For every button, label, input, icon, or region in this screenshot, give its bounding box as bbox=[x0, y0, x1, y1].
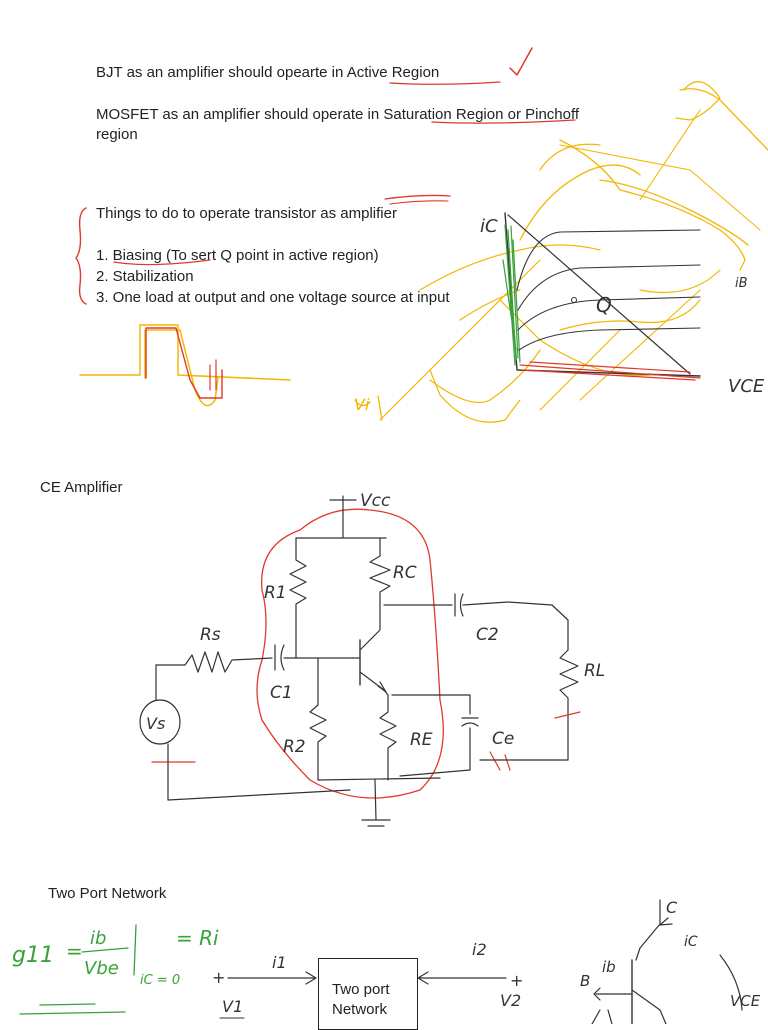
two-port-box-line2: Network bbox=[332, 1001, 388, 1018]
transistor-collector bbox=[360, 626, 380, 650]
q-point bbox=[572, 298, 577, 303]
yellow-diag-2 bbox=[540, 330, 620, 410]
transistor-emitter bbox=[360, 672, 388, 695]
g11-label: g11 bbox=[12, 943, 54, 968]
yellow-curve-1 bbox=[560, 140, 745, 270]
re-resistor bbox=[380, 695, 396, 780]
i1-label: i1 bbox=[272, 953, 287, 972]
v1-plus: + bbox=[212, 968, 226, 987]
two-port-box-line1: Two port bbox=[332, 981, 390, 998]
g11-eq2: = Ri bbox=[176, 926, 219, 950]
bjt-c-label: C bbox=[666, 898, 678, 917]
ce-red-mark bbox=[490, 752, 510, 770]
step-3: 3. One load at output and one voltage source at input bbox=[96, 289, 450, 306]
i2-arrow bbox=[418, 972, 506, 984]
r2-label: R2 bbox=[283, 737, 306, 757]
two-port-title: Two Port Network bbox=[48, 885, 167, 902]
vcc-label: Vcc bbox=[360, 491, 391, 511]
waveform-red-ticks bbox=[210, 360, 216, 390]
step-2: 2. Stabilization bbox=[96, 268, 194, 285]
bottom-rail bbox=[318, 778, 440, 780]
v2-plus: + bbox=[510, 971, 524, 990]
rl-resistor bbox=[560, 650, 578, 760]
c1-capacitor bbox=[275, 645, 284, 670]
r1-label: R1 bbox=[264, 583, 287, 603]
r2-resistor bbox=[310, 658, 326, 780]
c1-label: C1 bbox=[270, 683, 293, 703]
ic-axis-label: iC bbox=[480, 216, 498, 237]
ce-label: Ce bbox=[492, 729, 515, 749]
bjt-vce-label: VCE bbox=[730, 992, 761, 1010]
rc-label: RC bbox=[393, 563, 417, 583]
g11-num: ib bbox=[90, 928, 107, 949]
note-mosfet-line2: region bbox=[96, 126, 138, 143]
bjt-extra-strokes bbox=[592, 1010, 612, 1024]
bjt-collector-line bbox=[636, 900, 660, 960]
rs-label: Rs bbox=[200, 625, 221, 645]
ib-label: iB bbox=[735, 276, 748, 291]
i1-arrow bbox=[228, 972, 316, 984]
g11-eq: = bbox=[66, 939, 83, 963]
things-title: Things to do to operate transistor as amplifier bbox=[96, 205, 397, 222]
yellow-curve-10 bbox=[560, 300, 700, 330]
underline-biasing bbox=[114, 260, 210, 265]
green-underlines bbox=[20, 1004, 125, 1014]
underline-amplifier-a bbox=[385, 195, 450, 199]
yellow-diag-4 bbox=[640, 110, 700, 200]
ce-amplifier-title: CE Amplifier bbox=[40, 479, 123, 496]
r1-resistor bbox=[290, 538, 306, 658]
step-1: 1. Biasing (To sert Q point in active region) bbox=[96, 247, 379, 264]
yellow-curve-11 bbox=[640, 270, 720, 293]
underline-amplifier-b bbox=[390, 201, 448, 204]
g11-cond: iC = 0 bbox=[140, 973, 181, 988]
vce-axis-label: VCE bbox=[728, 376, 765, 397]
yellow-curve-8 bbox=[430, 370, 520, 422]
ground-symbol bbox=[362, 780, 390, 826]
vs-label: Vs bbox=[146, 714, 166, 733]
note-mosfet-line1: MOSFET as an amplifier should operate in Saturation Region or Pinchoff bbox=[96, 106, 580, 123]
g11-den: Vbe bbox=[84, 958, 119, 979]
bjt-emitter-line bbox=[632, 990, 666, 1024]
c2-capacitor bbox=[455, 594, 463, 616]
ce-capacitor bbox=[462, 718, 478, 726]
red-cutoff-region bbox=[520, 362, 700, 380]
q-label: Q bbox=[596, 293, 612, 317]
v2-label: V2 bbox=[500, 991, 522, 1010]
bjt-ic-arrow bbox=[660, 918, 672, 925]
i2-label: i2 bbox=[472, 940, 487, 959]
bjt-ic-label: iC bbox=[684, 934, 698, 950]
yellow-curve-3 bbox=[520, 165, 640, 240]
waveform-yellow bbox=[145, 330, 218, 406]
ib-curve-4 bbox=[519, 328, 700, 350]
brace-steps bbox=[76, 208, 86, 304]
yellow-curve-7 bbox=[430, 350, 540, 403]
check-mark bbox=[510, 48, 532, 75]
vi-label: Vi bbox=[354, 395, 370, 414]
rc-resistor bbox=[370, 538, 390, 626]
v1-label: V1 bbox=[222, 997, 244, 1016]
rs-resistor bbox=[156, 652, 272, 672]
bjt-b-label: B bbox=[580, 972, 591, 990]
emitter-wire bbox=[392, 695, 470, 714]
underline-saturation bbox=[432, 120, 575, 123]
rl-label: RL bbox=[584, 661, 606, 681]
yellow-curve-5 bbox=[540, 144, 600, 170]
vs-ground-wire bbox=[168, 744, 350, 800]
c2-label: C2 bbox=[476, 625, 499, 645]
re-label: RE bbox=[410, 730, 433, 750]
g11-eval-bar bbox=[134, 925, 136, 975]
underline-active-region bbox=[390, 82, 500, 84]
yellow-sketch-top bbox=[676, 82, 720, 120]
bjt-ib-label: ib bbox=[602, 958, 616, 976]
note-bjt-active: BJT as an amplifier should opearte in Active Region bbox=[96, 64, 440, 81]
emitter-arrow bbox=[378, 682, 386, 692]
